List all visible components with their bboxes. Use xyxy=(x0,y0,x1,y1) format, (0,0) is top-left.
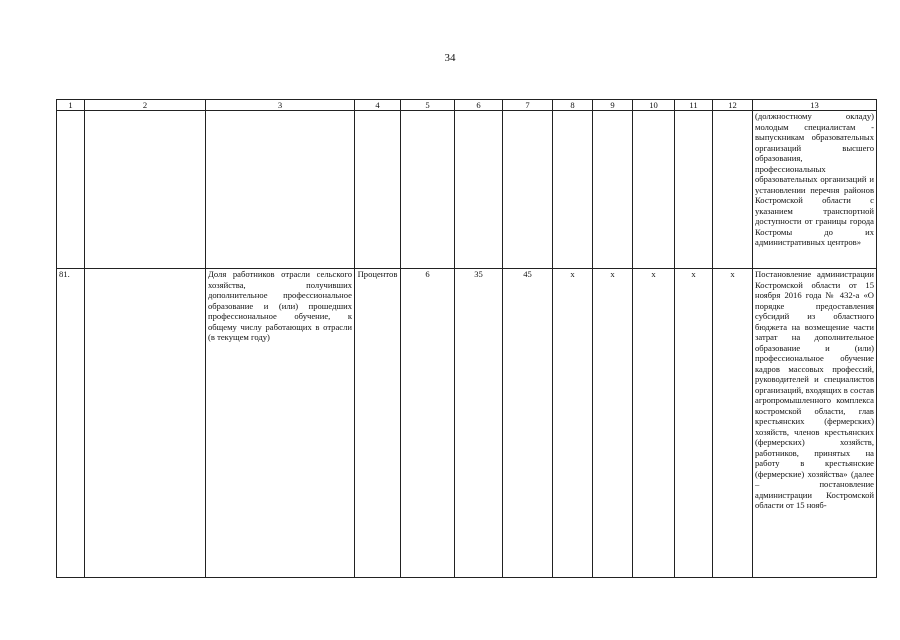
header-cell: 13 xyxy=(753,100,877,111)
empty-cell xyxy=(85,111,206,269)
document-reference-cell: (должностному окладу) молодым специалистам - выпускникам образовательных организаций высшего образования, профессиональных образовательных организаций и установлении перечня районов Костромской области с указанием транспортной доступности от границы города Костромы до их административных центров» xyxy=(753,111,877,269)
unit-cell: Процентов xyxy=(355,269,401,578)
value-cell-col12: х xyxy=(713,269,753,578)
header-cell: 12 xyxy=(713,100,753,111)
empty-cell xyxy=(206,111,355,269)
indicator-name-cell: Доля работников отрасли сельского хозяйства, получивших дополнительное профессиональное образование и (или) прошедших профессиональное обучение, к общему числу работающих в отрасли (в текущем году) xyxy=(206,269,355,578)
value-cell-col7: 45 xyxy=(503,269,553,578)
header-cell: 4 xyxy=(355,100,401,111)
header-cell: 2 xyxy=(85,100,206,111)
empty-cell xyxy=(355,111,401,269)
empty-cell xyxy=(455,111,503,269)
value-cell-col6: 35 xyxy=(455,269,503,578)
value-cell-col9: х xyxy=(593,269,633,578)
empty-cell xyxy=(553,111,593,269)
value-cell-col5: 6 xyxy=(401,269,455,578)
page-number: 34 xyxy=(444,52,456,64)
header-cell: 10 xyxy=(633,100,675,111)
header-cell: 5 xyxy=(401,100,455,111)
document-reference-cell: Постановление администрации Костромской области от 15 ноября 2016 года № 432-а «О порядке предоставления субсидий из областного бюджета на возмещение части затрат на дополнительное образование и (или) профессиональное обучение кадров массовых профессий, руководителей и специалистов организаций, входящих в состав агропромышленного комплекса костромской области, глав крестьянских (фермерских) хозяйств, членов крестьянских (фермерских) хозяйств, работников, принятых на работу в крестьянские (фермерские) хозяйства» (далее – постановление администрации Костромской области от 15 нояб- xyxy=(753,269,877,578)
empty-cell xyxy=(713,111,753,269)
empty-cell xyxy=(85,269,206,578)
empty-cell xyxy=(633,111,675,269)
table-row-81 xyxy=(57,269,877,578)
empty-cell xyxy=(675,111,713,269)
header-cell: 3 xyxy=(206,100,355,111)
value-cell-col11: х xyxy=(675,269,713,578)
empty-cell xyxy=(57,111,85,269)
value-cell-col10: х xyxy=(633,269,675,578)
table-row-continuation xyxy=(57,111,877,269)
row-number-cell: 81. xyxy=(57,269,85,578)
header-cell: 8 xyxy=(553,100,593,111)
value-cell-col8: х xyxy=(553,269,593,578)
empty-cell xyxy=(593,111,633,269)
header-row xyxy=(57,100,877,111)
empty-cell xyxy=(503,111,553,269)
empty-cell xyxy=(401,111,455,269)
header-cell: 6 xyxy=(455,100,503,111)
header-cell: 9 xyxy=(593,100,633,111)
indicators-table xyxy=(56,99,877,578)
header-cell: 7 xyxy=(503,100,553,111)
header-cell: 1 xyxy=(57,100,85,111)
header-cell: 11 xyxy=(675,100,713,111)
